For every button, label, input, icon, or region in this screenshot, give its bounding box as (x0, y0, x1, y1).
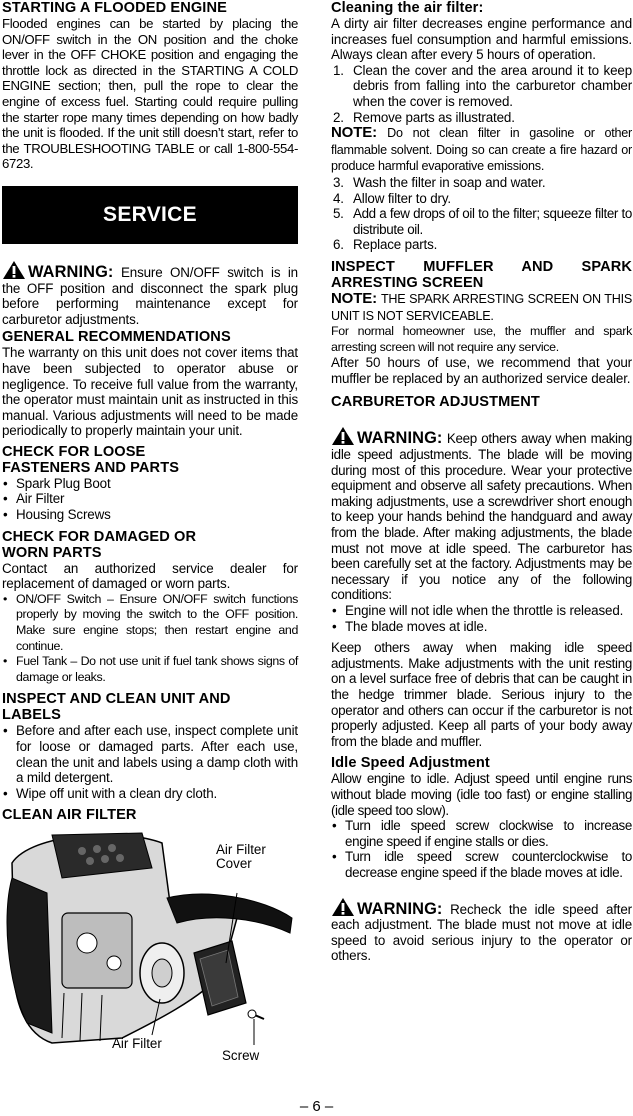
note-label: NOTE: (331, 124, 377, 142)
step-item (331, 63, 632, 110)
warning-text: Keep others away when making idle speed adjustments. The blade will be moving during most of this procedure. Wear your protective equipment and observe all safety precautions. When making adjustments, use a screwdriver short enough to keep your hands behind the handguard and away from the blade. After making adjustments, the blade must not move at idle speed. The carburetor has been carefully set at the factory. Adjustments may be necessary if you notice any of the following conditions: (331, 431, 632, 603)
step-number: 2. (333, 109, 344, 125)
list-item: • Engine will not idle when the throttle is released. (331, 603, 632, 619)
heading-line: CHECK FOR LOOSE (2, 443, 146, 460)
flooded-engine-heading: STARTING A FLOODED ENGINE (2, 0, 227, 16)
list-item: • ON/OFF Switch – Ensure ON/OFF switch functions properly by moving the switch to the OFF position. Make sure engine stops; then restart engine and continue. (2, 592, 298, 654)
note-text: Do not clean filter in gasoline or other flammable solvent. Doing so can create a fire hazard or produce harmful evaporative emissions. (331, 126, 632, 174)
list-item: • The blade moves at idle. (331, 619, 632, 635)
air-filter-illustration (2, 823, 298, 1073)
heading-line: FASTENERS AND PARTS (2, 459, 180, 476)
list-item: • Turn idle speed screw clockwise to increase engine speed if engine stalls or dies. (331, 818, 632, 849)
muffler-heading: INSPECT MUFFLER AND SPARK ARRESTING SCREEN (331, 258, 632, 291)
carburetor-warning (331, 426, 632, 603)
heading-line: LABELS (2, 707, 61, 724)
cleaning-air-filter-heading: Cleaning the air filter: (331, 0, 484, 16)
right-column (331, 0, 632, 964)
cleaning-air-filter-text: A dirty air filter decreases engine performance and increases fuel consumption and harmful emissions. Always clean after every 5 hours of operation. (331, 16, 632, 63)
warning-triangle-icon (331, 897, 355, 917)
list-item: • Turn idle speed screw counterclockwise to decrease engine speed if the blade moves at idle. (331, 849, 632, 880)
air-filter-label: Air Filter (112, 1036, 162, 1052)
muffler-text: For normal homeowner use, the muffler and spark arresting screen will not require any service. (331, 324, 632, 354)
heading-line: INSPECT AND CLEAN UNIT AND (2, 691, 231, 708)
general-recommendations-text: The warranty on this unit does not cover items that have been subjected to operator abuse or negligence. To receive full value from the warranty, the operator must maintain unit as instructed in this manual. Various adjustments will need to be made periodically to properly maintain your unit. (2, 345, 298, 439)
muffler-note (331, 291, 632, 324)
step-text: Remove parts as illustrated. (353, 109, 515, 125)
damaged-parts-list (2, 592, 298, 686)
carburetor-conditions-list (331, 603, 632, 634)
note-label: NOTE: (331, 289, 377, 307)
damaged-parts-text: Contact an authorized service dealer for replacement of damaged or worn parts. (2, 560, 298, 592)
inspect-clean-list (2, 723, 298, 801)
step-number: 3. (333, 174, 344, 190)
idle-speed-list (331, 818, 632, 880)
list-item: • Housing Screws (2, 507, 298, 523)
step-number: 4. (333, 190, 344, 206)
warning-triangle-icon (2, 260, 26, 280)
warning-text: Recheck the idle speed after each adjustment. The blade must not move at idle speed to avoid serious injury to the operator or others. (331, 901, 632, 964)
step-text: Clean the cover and the area around it to keep debris from falling into the carburetor chamber when the cover is removed. (353, 62, 632, 109)
warning-text: Ensure ON/OFF switch is in the OFF position and disconnect the spark plug before performing maintenance except for carburetor adjustments. (2, 264, 298, 327)
flooded-engine-text: Flooded engines can be started by placing the ON/OFF switch in the ON position and the choke lever in the OFF CHOKE position and engaging the throttle lock as directed in the STARTING A COLD ENGINE section; then, pull the rope to clear the engine of excess fuel. Starting could require pulling the starter rope many times depending on how badly the unit is flooded. If the unit still doesn’t start, refer to the TROUBLESHOOTING TABLE or call 1-800-554-6723. (2, 16, 298, 172)
warning-label: WARNING: (357, 899, 443, 918)
damaged-parts-heading (2, 529, 298, 561)
general-recommendations-heading: GENERAL RECOMMENDATIONS (2, 329, 231, 346)
callout-line: Cover (216, 856, 252, 872)
list-item: • Fuel Tank – Do not use unit if fuel tank shows signs of damage or leaks. (2, 654, 298, 685)
list-item: • Air Filter (2, 491, 298, 507)
warning-label: WARNING: (357, 429, 443, 448)
step-item (331, 237, 632, 253)
warning-disconnect (2, 260, 298, 327)
heading-line: WORN PARTS (2, 544, 102, 561)
service-banner: SERVICE (2, 186, 298, 244)
idle-speed-warning (331, 897, 632, 964)
step-item (331, 191, 632, 207)
step-item (331, 175, 632, 191)
warning-triangle-icon (331, 426, 355, 446)
idle-speed-heading: Idle Speed Adjustment (331, 755, 490, 772)
inspect-clean-heading (2, 691, 298, 723)
warning-label: WARNING: (28, 262, 114, 281)
fasteners-list (2, 476, 298, 523)
list-item: • Spark Plug Boot (2, 476, 298, 492)
idle-speed-text: Allow engine to idle. Adjust speed until engine runs without blade moving (idle too fast) or engine stalling (idle speed too slow). (331, 771, 632, 818)
step-number: 5. (333, 206, 344, 222)
left-column (2, 0, 298, 1073)
step-number: 1. (333, 62, 344, 78)
cleaning-steps-a (331, 63, 632, 125)
loose-fasteners-heading (2, 444, 298, 476)
carburetor-heading: CARBURETOR ADJUSTMENT (331, 394, 540, 411)
filter-note (331, 125, 632, 175)
step-text: Wash the filter in soap and water. (353, 174, 546, 190)
list-item: • Wipe off unit with a clean dry cloth. (2, 786, 298, 802)
step-text: Replace parts. (353, 237, 438, 253)
heading-line: CHECK FOR DAMAGED OR (2, 528, 197, 545)
note-text: THE SPARK ARRESTING SCREEN ON THIS UNIT IS NOT SERVICEABLE. (331, 291, 632, 323)
cleaning-steps-b (331, 175, 632, 253)
page-number: – 6 – (299, 1098, 334, 1115)
screw-label: Screw (222, 1048, 260, 1064)
step-item (331, 206, 632, 237)
muffler-replace-text: After 50 hours of use, we recommend that your muffler be replaced by an authorized service dealer. (331, 355, 632, 386)
clean-air-filter-heading: CLEAN AIR FILTER (2, 807, 137, 824)
step-text: Add a few drops of oil to the filter; squeeze filter to distribute oil. (353, 206, 632, 237)
callout-line: Air Filter (216, 842, 266, 858)
step-item (331, 110, 632, 126)
list-item: • Before and after each use, inspect complete unit for loose or damaged parts. After each use, clean the unit and labels using a damp cloth with a mild detergent. (2, 723, 298, 785)
step-text: Allow filter to dry. (353, 190, 451, 206)
air-filter-cover-label (216, 843, 266, 871)
carburetor-safety-text: Keep others away when making idle speed adjustments. Make adjustments with the unit resting on a level surface free of debris that can be caught in the hedge trimmer blade. Serious injury to the operator and others can occur if the carburetor is not properly adjusted. Keep all parts of your body away from the blade and muffler. (331, 640, 632, 749)
step-number: 6. (333, 237, 344, 253)
